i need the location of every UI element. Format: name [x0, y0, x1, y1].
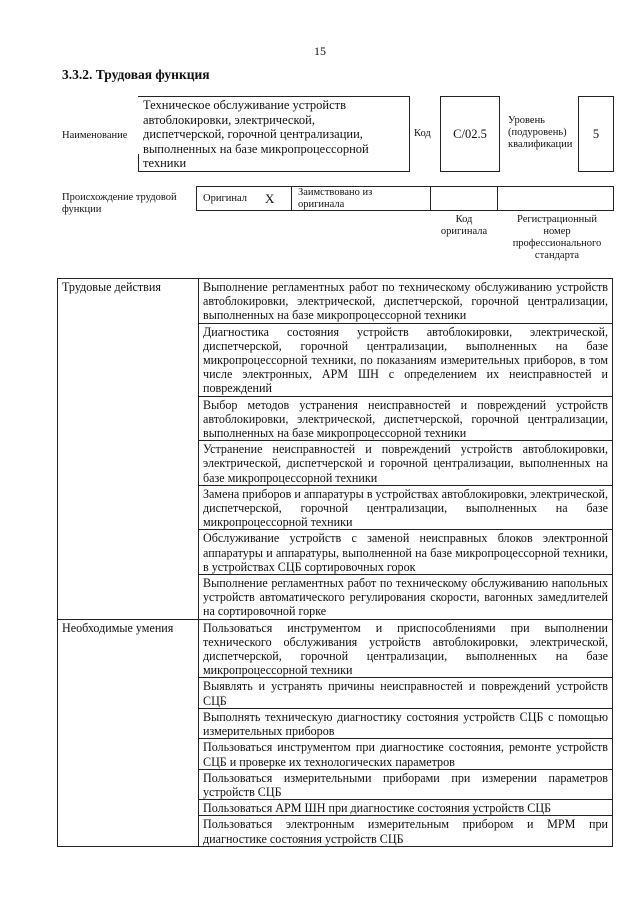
labor-action-item: Выбор методов устранения неисправностей и повреждений устройств автоблокировки, электрической, диспетчерской, горочной централизации, выполненных на базе микропроцессорной техники [199, 396, 613, 441]
skill-item: Выполнять техническую диагностику состояния устройств СЦБ с помощью измерительных приборов [199, 708, 613, 738]
section-title: 3.3.2. Трудовая функция [62, 67, 210, 82]
function-details-table [57, 278, 613, 847]
function-name-line: автоблокировки, электрической, [143, 112, 315, 127]
borrowed-label-line: Заимствовано из [298, 187, 373, 198]
borrowed-cell [291, 186, 431, 211]
function-name-line: выполненных на базе микропроцессорной [143, 141, 369, 156]
level-label-line: Уровень [508, 115, 545, 126]
page-number: 15 [314, 44, 326, 58]
category-cell: Необходимые умения [58, 619, 199, 846]
labor-action-item: Обслуживание устройств с заменой неисправных блоков электронной аппаратуры и аппаратуры, выполненной на базе микропроцессорной техники, в устройствах СЦБ сортировочных горок [199, 530, 613, 575]
level-label [508, 115, 576, 151]
original-cell [196, 186, 292, 211]
skill-item: Выявлять и устранять причины неисправностей и повреждений устройств СЦБ [199, 678, 613, 708]
name-box-left-edge [138, 154, 139, 172]
level-label-line: квалификации [508, 139, 573, 150]
table-row [58, 279, 613, 324]
registration-caption-line: номер [543, 226, 571, 237]
registration-caption-line: стандарта [534, 250, 580, 261]
level-label-line: (подуровень) [508, 127, 567, 138]
registration-caption-line: профессионального [512, 238, 602, 249]
origin-row [196, 186, 614, 211]
function-name-line: диспетчерской, горочной централизации, [143, 127, 363, 141]
labor-action-item: Выполнение регламентных работ по техническому обслуживанию напольных устройств автоматического регулирования скорости, вагонных замедлителей на сортировочной горке [199, 575, 613, 620]
origin-label-line: Происхождение трудовой [62, 192, 177, 203]
skill-item: Пользоваться электронным измерительным прибором и МРМ при диагностике состояния устройств СЦБ [199, 816, 613, 846]
function-name-line: Техническое обслуживание устройств [143, 98, 347, 112]
skill-item: Пользоваться инструментом при диагностике состояния, ремонте устройств СЦБ и проверке их технологических параметров [199, 739, 613, 769]
function-name-box [138, 96, 410, 172]
original-mark: X [265, 191, 275, 206]
level-value: 5 [578, 96, 614, 172]
skill-item: Пользоваться АРМ ШН при диагностике состояния устройств СЦБ [199, 800, 613, 816]
name-label: Наименование [62, 130, 128, 141]
table-row [58, 619, 613, 678]
labor-action-item: Устранение неисправностей и повреждений устройств автоблокировки, электрической, диспетчерской и горочной централизации, выполненных на базе микропроцессорной техники [199, 441, 613, 486]
skill-item: Пользоваться измерительными приборами при измерении параметров устройств СЦБ [199, 769, 613, 799]
skill-item: Пользоваться инструментом и приспособлениями при выполнении технического обслуживания устройств автоблокировки, электрической, диспетчерской, горочной централизации, выполненных на базе микропроцессорной техники [199, 619, 613, 678]
labor-action-item: Замена приборов и аппаратуры в устройствах автоблокировки, электрической, диспетчерской, горочной централизации, выполненных на базе микропроцессорной техники [199, 485, 613, 530]
origin-code-caption [432, 214, 496, 238]
origin-code-caption-line: Код [455, 214, 473, 225]
registration-caption-line: Регистрационный [517, 214, 597, 225]
labor-action-item: Выполнение регламентных работ по техническому обслуживанию устройств автоблокировки, электрической, диспетчерской, горочной централизации, выполненных на базе микропроцессорной техники [199, 279, 613, 324]
registration-number-cell [497, 186, 614, 211]
origin-code-caption-line: оригинала [440, 226, 488, 237]
function-name-line: техники [143, 156, 187, 170]
origin-code-cell [430, 186, 498, 211]
original-label: Оригинал [203, 193, 247, 204]
borrowed-label [298, 187, 372, 211]
category-cell: Трудовые действия [58, 279, 199, 620]
code-label: Код [414, 128, 431, 139]
origin-label-line: функции [62, 204, 102, 215]
origin-label [62, 192, 177, 216]
code-value: С/02.5 [440, 96, 500, 172]
labor-action-item: Диагностика состояния устройств автоблокировки, электрической, диспетчерской, горочной централизации, выполненных на базе микропроцессорной техники, по показаниям измерительных приборов, в том числе электронных, АРМ ШН с определением их неисправностей и повреждений [199, 323, 613, 396]
registration-caption [500, 214, 614, 262]
borrowed-label-line: оригинала [298, 199, 345, 210]
